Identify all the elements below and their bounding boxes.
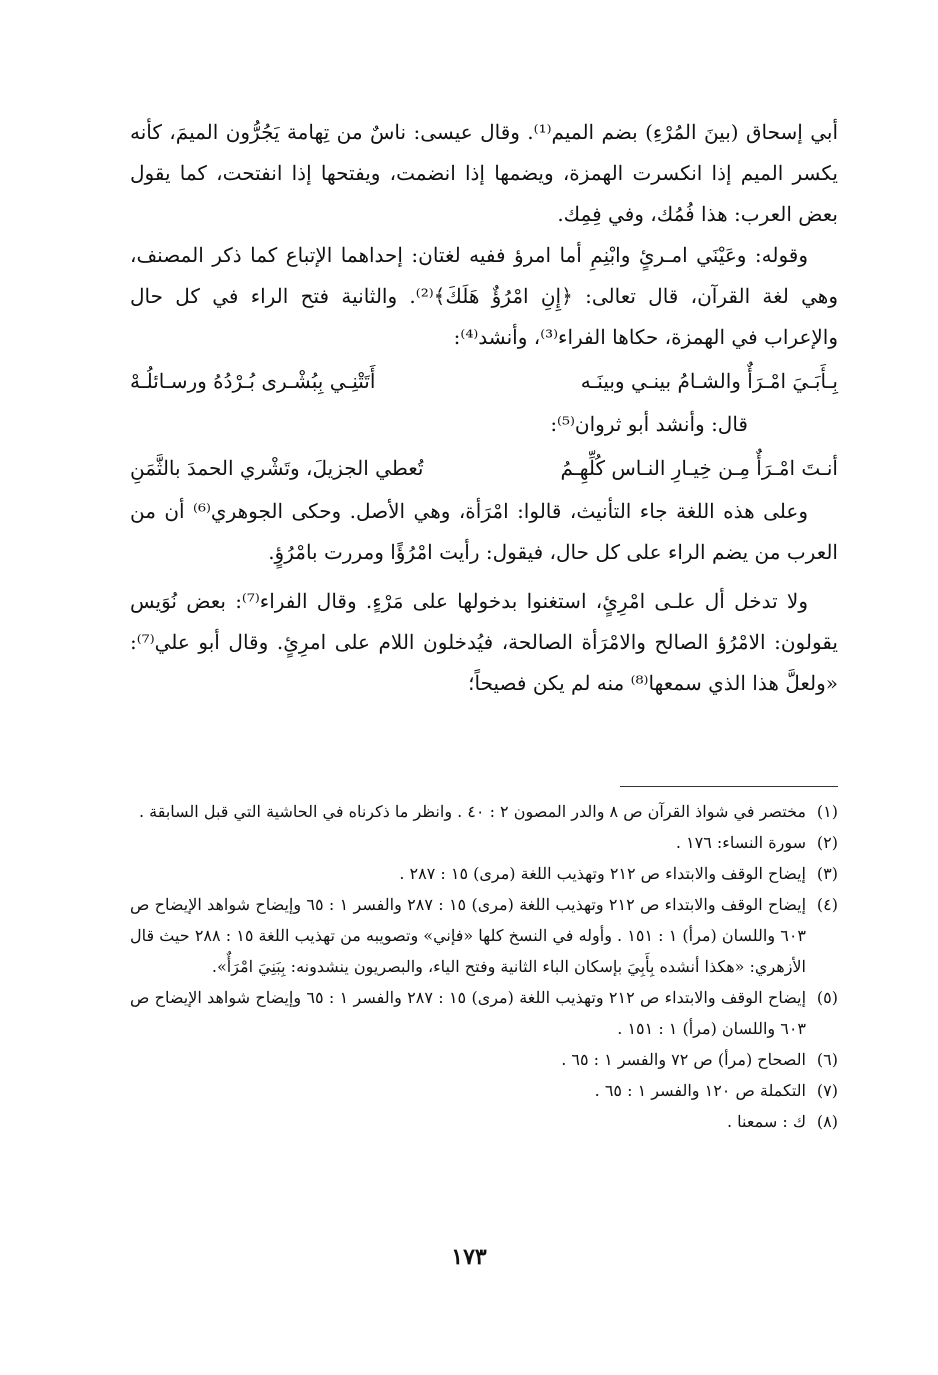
paragraph-3: وعلى هذه اللغة جاء التأنيث، قالوا: امْرَأة، وهي الأصل. وحكى الجوهري⁽⁶⁾ أن من العرب من يضم الراء على كل حال، فيقول: رأيت امْرُؤًا ومررت بامْرُؤٍ. (130, 499, 838, 564)
footnote-number: (٨) (816, 1112, 838, 1131)
footnote-text: إيضاح الوقف والابتداء ص ٢١٢ وتهذيب اللغة (مرى) ١٥ : ٢٨٧ والفسر ١ : ٦٥ وإيضاح شواهد الإيضاح ص ٦٠٣ واللسان (مرأ) ١ : ١٥١ . وأوله في النسخ كلها «فإني» وتصويبه من تهذيب اللغة ١٥ : ٢٨٨ حيث قال الأزهري: «هكذا أنشده بِأَبِيَ بإسكان الباء الثانية وفتح الياء، والبصريون ينشدونه: بِبَنِيَ امْرَأٌ». (130, 895, 807, 976)
footnote-item (130, 796, 838, 827)
paragraph-4: ولا تدخل أل علـى امْرِئٍ، استغنوا بدخولها على مَرْءٍ. وقال الفراء⁽⁷⁾: بعض نُوَيس يقولون: الامْرُؤ الصالح والامْرَأة الصالحة، فيُدخلون اللام على امرِئٍ. وقال أبو علي⁽⁷⁾: «ولعلَّ هذا الذي سمعها⁽⁸⁾ منه لم يكن فصيحاً؛ (130, 589, 838, 695)
footnote-item (130, 1075, 838, 1106)
footnote-text: التكملة ص ١٢٠ والفسر ١ : ٦٥ . (594, 1081, 806, 1100)
verse-1 (130, 358, 838, 404)
footnote-item (130, 889, 838, 982)
verse-2 (130, 445, 838, 491)
footnote-text: سورة النساء: ١٧٦ . (675, 833, 806, 852)
footnote-text: إيضاح الوقف والابتداء ص ٢١٢ وتهذيب اللغة (مرى) ١٥ : ٢٨٧ والفسر ١ : ٦٥ وإيضاح شواهد الإيضاح ص ٦٠٣ واللسان (مرأ) ١ : ١٥١ . (130, 988, 807, 1038)
verse-1-second-hemistich: أَتَتْنِـي بِبُشْـرى بُـرْدُهُ ورسـائلُـهْ (130, 369, 376, 393)
footnote-number: (١) (816, 802, 838, 821)
paragraph-2: وقوله: وعَيْنَي امـرئٍ وابْنِمِ أما امرؤ ففيه لغتان: إحداهما الإتباع كما ذكر المصنف، وهي لغة القرآن، قال تعالى: ﴿إِنِ امْرُؤٌ هَلَكَ﴾⁽²⁾. والثانية فتح الراء في كل حال والإعراب في الهمزة، حكاها الفراء⁽³⁾، وأنشد⁽⁴⁾: (130, 243, 839, 349)
footnote-separator (620, 786, 838, 787)
footnote-text: الصحاح (مرأ) ص ٧٢ والفسر ١ : ٦٥ . (561, 1050, 806, 1069)
footnote-number: (٣) (816, 864, 838, 883)
footnotes (130, 796, 838, 1137)
footnote-item (130, 858, 838, 889)
verse-2-second-hemistich: تُعطي الجزيلَ، وتَشْري الحمدَ بالثَّمَنِ (130, 456, 424, 480)
footnote-item (130, 827, 838, 858)
main-text-block (130, 112, 838, 704)
footnote-item (130, 982, 838, 1044)
footnote-item (130, 1044, 838, 1075)
footnote-number: (٤) (816, 895, 838, 914)
verse-1-first-hemistich: بِـأَبَـيَ امْـرَأٌ والشـامُ بينـي وبينَـه (580, 369, 838, 393)
footnote-text: ك : سمعنا . (727, 1112, 806, 1131)
verse-2-intro: قال: وأنشد أبو ثروان⁽⁵⁾: (550, 412, 748, 436)
page-number: ١٧٣ (451, 1244, 487, 1270)
paragraph-1: أبي إسحاق (بينَ المُرْءِ) بضم الميم⁽¹⁾. وقال عيسى: ناسٌ من تِهامة يَجُرُّون الميمَ، كأنه يكسر الميم إذا انكسرت الهمزة، ويضمها إذا انضمت، ويفتحها إذا انفتحت، كما يقول بعض العرب: هذا فُمُك، وفي فِمِك. (130, 120, 838, 226)
footnote-number: (٦) (816, 1050, 838, 1069)
footnote-text: مختصر في شواذ القرآن ص ٨ والدر المصون ٢ : ٤٠ . وانظر ما ذكرناه في الحاشية التي قبل السابقة . (138, 802, 806, 821)
footnote-number: (٢) (816, 833, 838, 852)
verse-2-first-hemistich: أنـتَ امْـرَأٌ مِـن خِيـارِ النـاس كُلِّهِـمُ (560, 456, 838, 480)
footnote-number: (٧) (816, 1081, 838, 1100)
footnote-item (130, 1106, 838, 1137)
footnote-text: إيضاح الوقف والابتداء ص ٢١٢ وتهذيب اللغة (مرى) ١٥ : ٢٨٧ . (399, 864, 806, 883)
footnote-number: (٥) (816, 988, 838, 1007)
